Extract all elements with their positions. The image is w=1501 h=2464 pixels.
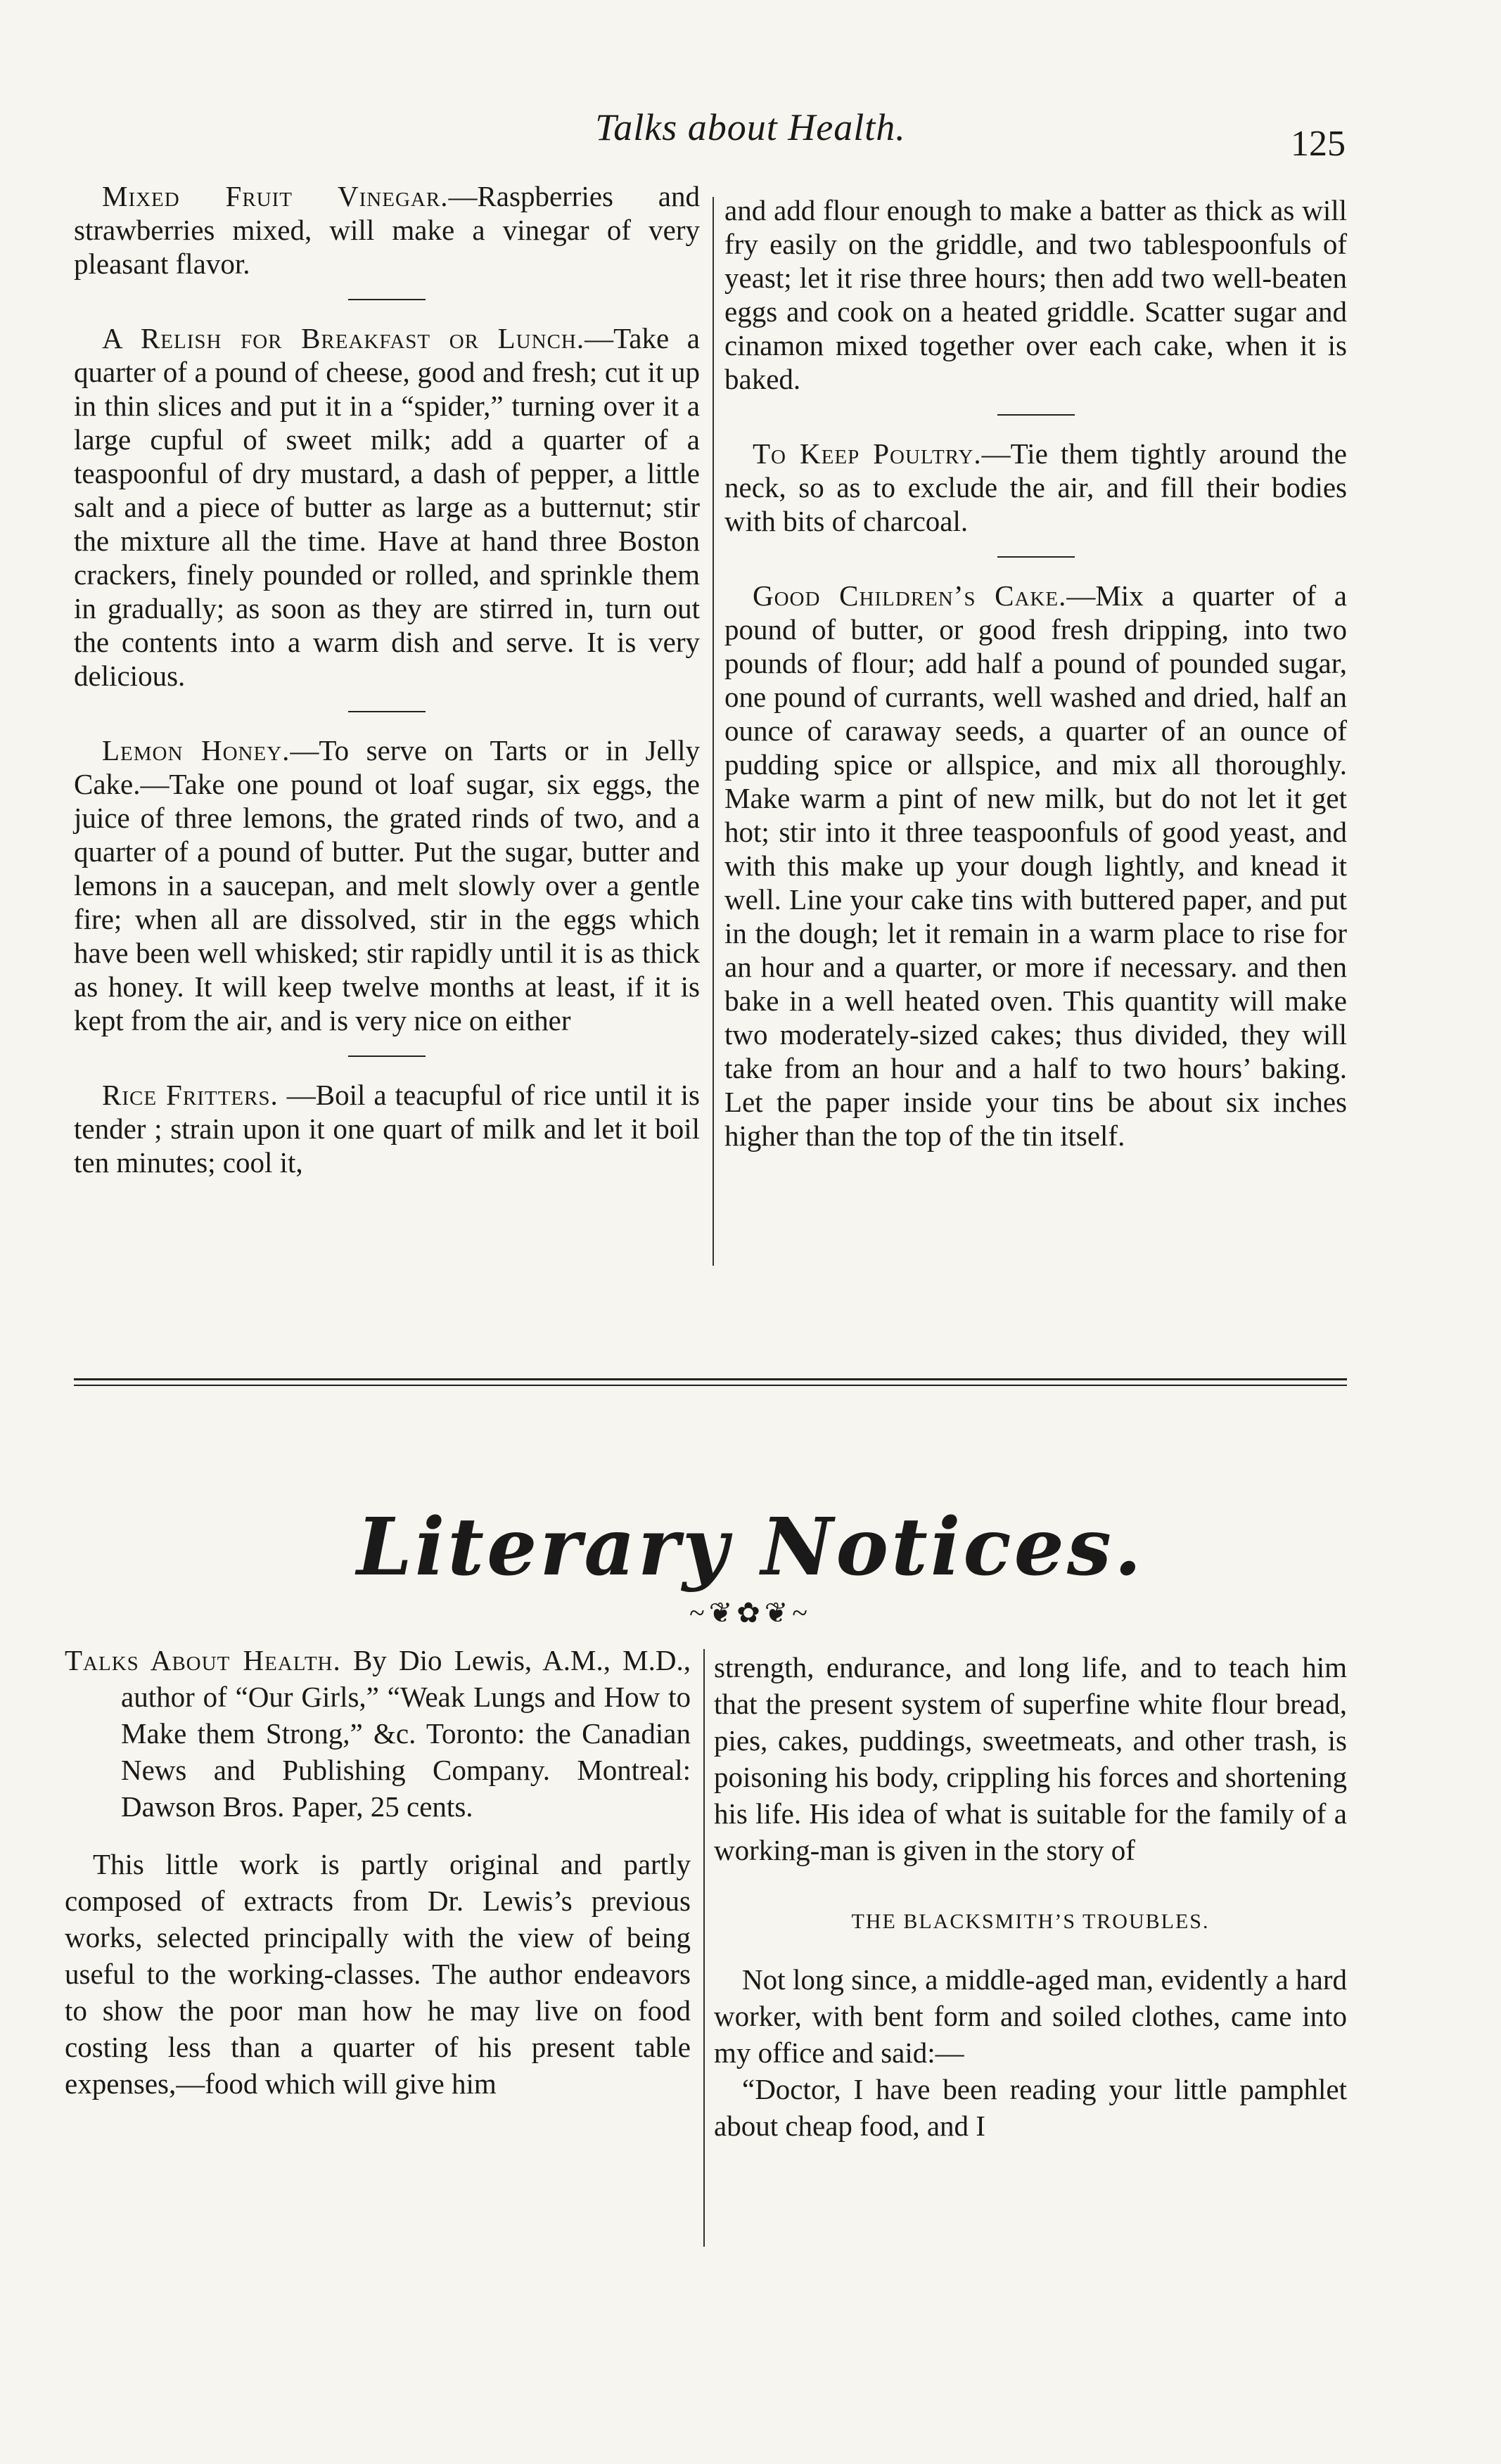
recipe-text: —Boil a teacupful of rice until it is tender ; strain upon it one quart of milk and let it boil ten minutes; cool it,: [74, 1079, 700, 1179]
recipe-mixed-fruit-vinegar: [74, 179, 700, 281]
ornament-flourish: ~❦✿❦~: [689, 1597, 812, 1629]
recipe-text: —Mix a quarter of a pound of butter, or good fresh dripping, into two pounds of flour; add half a pound of pounded sugar, one pound of currants, well washed and dried, half an ounce of caraway seeds, a quarter of an ounce of pudding spice or allspice, and mix all thoroughly. Make warm a pint of new milk, but do not let it get hot; stir into it three teaspoonfuls of good yeast, and with this make up your dough lightly, and knead it well. Line your cake tins with buttered paper, and put in the dough; let it remain in a warm place to rise for an hour and a quarter, or more if necessary. and then bake in a well heated oven. This quantity will make two moderately-sized cakes; thus divided, they will take from an hour and a half to two hours’ baking. Let the paper inside your tins be about six inches higher than the top of the tin itself.: [724, 579, 1347, 1152]
notice-left-column: [65, 1642, 691, 2102]
recipe-heading: Rice Fritters.: [102, 1079, 279, 1111]
column-divider: [713, 197, 714, 1266]
section-divider: [348, 299, 426, 300]
recipe-heading: A Relish for Breakfast or Lunch.: [102, 322, 585, 354]
section-divider: [348, 711, 426, 712]
recipe-text: —Tie them tightly around the neck, so as to exclude the air, and fill their bodies with bits of charcoal.: [724, 437, 1347, 537]
notice-body-continued: strength, endurance, and long life, and to teach him that the present system of superfine white flour bread, pies, cakes, puddings, sweetmeats, and other trash, is poisoning his body, crippling his forces and shortening his life. His idea of what is suitable for the family of a working-man is given in the story of: [714, 1651, 1347, 1866]
literary-notices-title: Literary Notices.: [357, 1501, 1144, 1593]
recipe-relish: [74, 321, 700, 693]
notice-body: This little work is partly original and partly composed of extracts from Dr. Lewis’s previous works, selected principally with the view of being useful to the working-classes. The author endeavors to show the poor man how he may live on food costing less than a quarter of his present table expenses,—food which will give him: [65, 1848, 691, 2100]
recipes-right-column: [724, 193, 1347, 1153]
recipe-heading: Lemon Honey.: [102, 734, 290, 766]
book-details: By Dio Lewis, A.M., M.D., author of “Our Girls,” “Weak Lungs and How to Make them Strong,” &c. Toronto: the Canadian News and Publishing Company. Montreal: Dawson Bros. Paper, 25 cents.: [121, 1644, 691, 1823]
recipe-text: —To serve on Tarts or in Jelly Cake.—Take one pound ot loaf sugar, six eggs, the juice of three lemons, the grated rinds of two, and a quarter of a pound of butter. Put the sugar, butter and lemons in a saucepan, and melt slowly over a gentle fire; when all are dissolved, stir in the eggs which have been well whisked; stir rapidly until it is as thick as honey. It will keep twelve months at least, if it is kept from the air, and is very nice on either: [74, 734, 700, 1037]
recipe-keep-poultry: [724, 437, 1347, 538]
story-subheading: THE BLACKSMITH’S TROUBLES.: [851, 1910, 1210, 1933]
notice-right-column: [714, 1649, 1347, 2144]
story-paragraph: Not long since, a middle-aged man, evidently a hard worker, with bent form and soiled clothes, came into my office and said:—: [714, 1963, 1347, 2069]
book-title: Talks About Health.: [65, 1644, 341, 1676]
recipe-heading: Good Children’s Cake.: [753, 579, 1067, 612]
book-entry: [65, 1642, 691, 1825]
running-title: Talks about Health.: [595, 106, 906, 148]
recipe-rice-fritters: [74, 1078, 700, 1179]
recipe-text: —Raspberries and strawberries mixed, will make a vinegar of very pleasant flavor.: [74, 180, 701, 280]
page-number: 125: [1291, 124, 1346, 164]
recipes-left-column: [74, 179, 700, 1179]
section-double-rule: [74, 1378, 1347, 1386]
story-quote: “Doctor, I have been reading your little pamphlet about cheap food, and I: [714, 2073, 1347, 2142]
recipe-childrens-cake: [724, 579, 1347, 1153]
recipe-heading: Mixed Fruit Vinegar.: [102, 180, 449, 212]
section-divider: [348, 1055, 426, 1057]
column-divider: [703, 1649, 705, 2247]
section-divider: [997, 556, 1075, 558]
section-divider: [997, 414, 1075, 416]
recipe-lemon-honey: [74, 733, 700, 1037]
recipe-text: —Take a quarter of a pound of cheese, good and fresh; cut it up in thin slices and put it in a “spider,” turning over it a large cupful of sweet milk; add a quarter of a teaspoonful of dry mustard, a dash of pepper, a little salt and a piece of butter as large as a butternut; stir the mixture all the time. Have at hand three Boston crackers, finely pounded or rolled, and sprinkle them in gradually; as soon as they are stirred in, turn out the contents into a warm dish and serve. It is very delicious.: [74, 322, 700, 692]
recipe-heading: To Keep Poultry.: [753, 437, 982, 470]
recipe-fritters-continued: and add flour enough to make a batter as thick as will fry easily on the griddle, and two tablespoonfuls of yeast; let it rise three hours; then add two well-beaten eggs and cook on a heated griddle. Scatter sugar and cinamon mixed together over each cake, when it is baked.: [724, 194, 1347, 395]
